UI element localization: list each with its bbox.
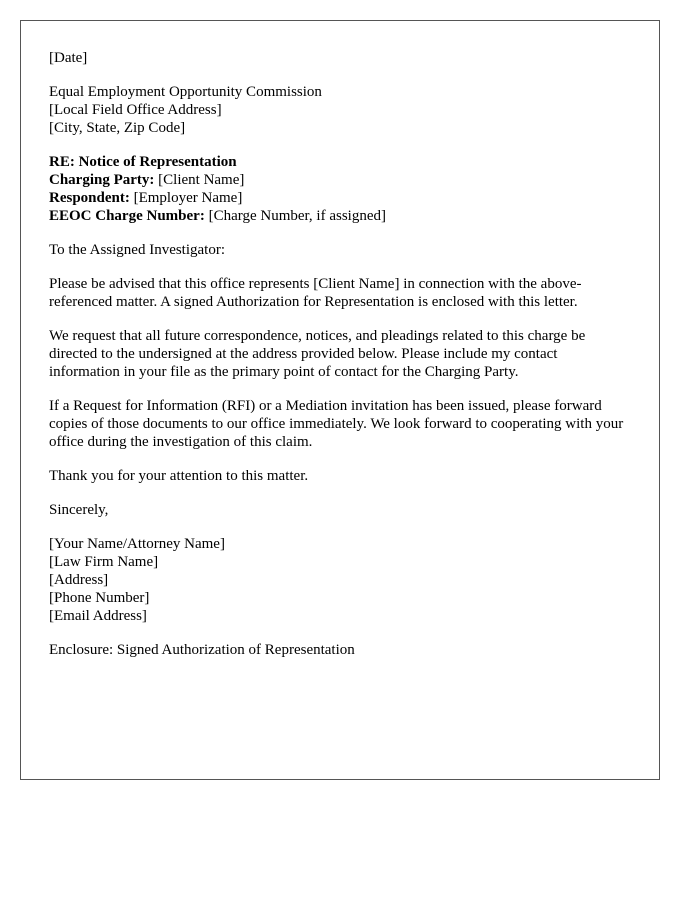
recipient-name: Equal Employment Opportunity Commission bbox=[49, 84, 322, 100]
paragraph-text: Please be advised that this office represents [Client Name] in connection with the above-referenced matter. A signed Authorization for Representation is enclosed with this letter. bbox=[49, 276, 582, 310]
salutation: To the Assigned Investigator: bbox=[49, 242, 226, 258]
closing: Sincerely, bbox=[49, 502, 109, 518]
date-block bbox=[49, 49, 629, 67]
signature-address: [Address] bbox=[49, 572, 109, 588]
signature-block bbox=[49, 535, 629, 625]
charge-number-line bbox=[49, 207, 629, 225]
signature-firm: [Law Firm Name] bbox=[49, 554, 159, 570]
signature-name: [Your Name/Attorney Name] bbox=[49, 536, 225, 552]
paragraph-rfi bbox=[49, 397, 629, 451]
letter-date: [Date] bbox=[49, 50, 88, 66]
signature-email: [Email Address] bbox=[49, 608, 147, 624]
paragraph-text: We request that all future correspondence, notices, and pleadings related to this charge be directed to the undersigned at the address provided below. Please include my contact information in your file as the primary point of contact for the Charging Party. bbox=[49, 328, 586, 380]
charge-number-value: [Charge Number, if assigned] bbox=[204, 208, 386, 224]
respondent-value: [Employer Name] bbox=[129, 190, 243, 206]
letter-page bbox=[20, 20, 660, 780]
letter-body bbox=[49, 49, 629, 675]
re-block bbox=[49, 153, 629, 225]
charge-number-label: EEOC Charge Number: bbox=[49, 208, 205, 224]
closing-block bbox=[49, 501, 629, 519]
paragraph-representation bbox=[49, 275, 629, 311]
respondent-label: Respondent: bbox=[49, 190, 130, 206]
enclosure: Enclosure: Signed Authorization of Representation bbox=[49, 642, 355, 658]
charging-party-label: Charging Party: bbox=[49, 172, 155, 188]
paragraph-correspondence bbox=[49, 327, 629, 381]
re-subject: RE: Notice of Representation bbox=[49, 154, 237, 170]
paragraph-text: If a Request for Information (RFI) or a Mediation invitation has been issued, please forward copies of those documents to our office immediately. We look forward to cooperating with your office during the investigation of this claim. bbox=[49, 398, 624, 450]
salutation-block bbox=[49, 241, 629, 259]
recipient-city-state-zip: [City, State, Zip Code] bbox=[49, 120, 186, 136]
paragraph-thanks bbox=[49, 467, 629, 485]
paragraph-text: Thank you for your attention to this matter. bbox=[49, 468, 309, 484]
recipient-block bbox=[49, 83, 629, 137]
charging-party-line bbox=[49, 171, 629, 189]
signature-phone: [Phone Number] bbox=[49, 590, 150, 606]
recipient-address: [Local Field Office Address] bbox=[49, 102, 222, 118]
charging-party-value: [Client Name] bbox=[154, 172, 245, 188]
enclosure-block bbox=[49, 641, 629, 659]
respondent-line bbox=[49, 189, 629, 207]
